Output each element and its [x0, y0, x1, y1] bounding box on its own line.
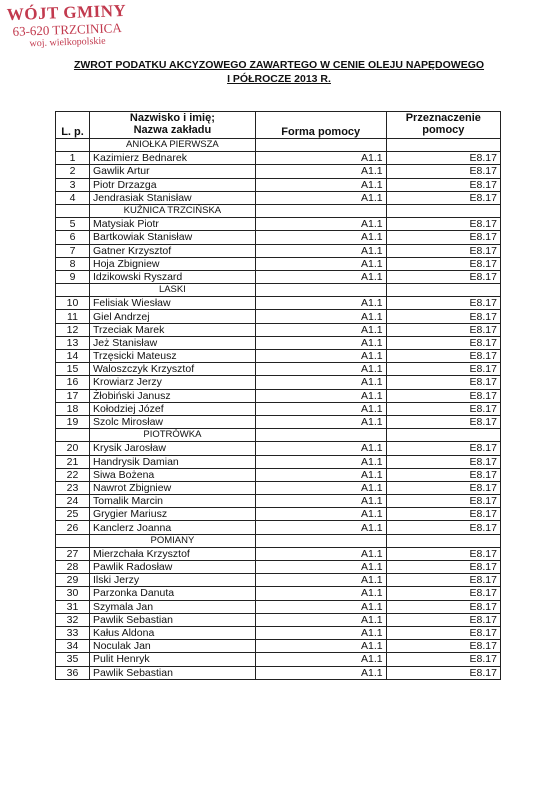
cell-lp: 12: [56, 323, 90, 336]
beneficiaries-table: [55, 111, 501, 680]
cell-name: Krowiarz Jerzy: [89, 376, 255, 389]
cell-lp: 8: [56, 257, 90, 270]
cell-name: Krysik Jarosław: [89, 442, 255, 455]
group-przez-blank: [386, 139, 500, 152]
cell-forma: A1.1: [255, 350, 386, 363]
cell-lp: 19: [56, 415, 90, 428]
cell-forma: A1.1: [255, 257, 386, 270]
table-row: [56, 468, 501, 481]
cell-forma: A1.1: [255, 415, 386, 428]
cell-forma: A1.1: [255, 626, 386, 639]
document-title: ZWROT PODATKU AKCYZOWEGO ZAWARTEGO W CENIE OLEJU NAPĘDOWEGO: [73, 59, 485, 71]
cell-forma: A1.1: [255, 270, 386, 283]
stamp-line-3: woj. wielkopolskie: [29, 35, 106, 50]
cell-name: Grygier Mariusz: [89, 508, 255, 521]
table-row: [56, 152, 501, 165]
cell-forma: A1.1: [255, 442, 386, 455]
cell-name: Trzeciak Marek: [89, 323, 255, 336]
table-row: [56, 231, 501, 244]
cell-przeznaczenie: E8.17: [386, 626, 500, 639]
table-row: [56, 561, 501, 574]
cell-name: Jeż Stanisław: [89, 336, 255, 349]
cell-forma: A1.1: [255, 336, 386, 349]
cell-name: Giel Andrzej: [89, 310, 255, 323]
official-stamp: [3, 2, 130, 50]
cell-lp: 35: [56, 653, 90, 666]
cell-lp: 24: [56, 495, 90, 508]
header-przeznaczenie-line-1: Przeznaczenie: [405, 112, 481, 124]
table-row: [56, 165, 501, 178]
table-row: [56, 521, 501, 534]
group-label: KUŹNICA TRZCIŃSKA: [89, 204, 255, 217]
cell-lp: 18: [56, 402, 90, 415]
table-row: [56, 191, 501, 204]
cell-przeznaczenie: E8.17: [386, 376, 500, 389]
cell-name: Tomalik Marcin: [89, 495, 255, 508]
table-row: [56, 310, 501, 323]
group-row: [56, 429, 501, 442]
cell-forma: A1.1: [255, 521, 386, 534]
group-label: ANIOŁKA PIERWSZA: [89, 139, 255, 152]
table-row: [56, 350, 501, 363]
cell-przeznaczenie: E8.17: [386, 310, 500, 323]
cell-name: Waloszczyk Krzysztof: [89, 363, 255, 376]
cell-przeznaczenie: E8.17: [386, 270, 500, 283]
cell-lp: 2: [56, 165, 90, 178]
cell-lp: 1: [56, 152, 90, 165]
cell-forma: A1.1: [255, 165, 386, 178]
cell-przeznaczenie: E8.17: [386, 547, 500, 560]
cell-przeznaczenie: E8.17: [386, 152, 500, 165]
cell-forma: A1.1: [255, 178, 386, 191]
cell-przeznaczenie: E8.17: [386, 415, 500, 428]
cell-lp: 29: [56, 574, 90, 587]
cell-forma: A1.1: [255, 363, 386, 376]
cell-przeznaczenie: E8.17: [386, 587, 500, 600]
cell-lp: 15: [56, 363, 90, 376]
cell-forma: A1.1: [255, 323, 386, 336]
group-row: [56, 204, 501, 217]
cell-lp: 9: [56, 270, 90, 283]
header-lp: L. p.: [56, 112, 90, 139]
cell-lp: 11: [56, 310, 90, 323]
cell-lp: 10: [56, 297, 90, 310]
cell-przeznaczenie: E8.17: [386, 495, 500, 508]
cell-przeznaczenie: E8.17: [386, 389, 500, 402]
cell-przeznaczenie: E8.17: [386, 508, 500, 521]
header-przeznaczenie: [386, 112, 500, 139]
group-label: POMIANY: [89, 534, 255, 547]
cell-przeznaczenie: E8.17: [386, 574, 500, 587]
group-przez-blank: [386, 204, 500, 217]
cell-lp: 34: [56, 640, 90, 653]
cell-lp: 20: [56, 442, 90, 455]
cell-przeznaczenie: E8.17: [386, 402, 500, 415]
cell-przeznaczenie: E8.17: [386, 481, 500, 494]
group-lp-blank: [56, 139, 90, 152]
table-row: [56, 363, 501, 376]
cell-forma: A1.1: [255, 495, 386, 508]
cell-name: Piotr Drzazga: [89, 178, 255, 191]
cell-przeznaczenie: E8.17: [386, 613, 500, 626]
cell-lp: 27: [56, 547, 90, 560]
cell-lp: 25: [56, 508, 90, 521]
header-forma: Forma pomocy: [255, 112, 386, 139]
table-row: [56, 376, 501, 389]
cell-przeznaczenie: E8.17: [386, 468, 500, 481]
cell-forma: A1.1: [255, 468, 386, 481]
cell-lp: 7: [56, 244, 90, 257]
cell-name: Matysiak Piotr: [89, 218, 255, 231]
header-name-line-2: Nazwa zakładu: [133, 124, 212, 136]
table-row: [56, 613, 501, 626]
cell-name: Bartkowiak Stanisław: [89, 231, 255, 244]
group-forma-blank: [255, 284, 386, 297]
header-name-line-1: Nazwisko i imię;: [129, 112, 215, 124]
cell-forma: A1.1: [255, 244, 386, 257]
cell-forma: A1.1: [255, 310, 386, 323]
cell-forma: A1.1: [255, 561, 386, 574]
cell-forma: A1.1: [255, 481, 386, 494]
table-row: [56, 600, 501, 613]
cell-forma: A1.1: [255, 231, 386, 244]
cell-przeznaczenie: E8.17: [386, 231, 500, 244]
cell-przeznaczenie: E8.17: [386, 165, 500, 178]
cell-forma: A1.1: [255, 218, 386, 231]
cell-name: Parzonka Danuta: [89, 587, 255, 600]
table-row: [56, 244, 501, 257]
cell-name: Ilski Jerzy: [89, 574, 255, 587]
table-row: [56, 415, 501, 428]
table-row: [56, 574, 501, 587]
cell-lp: 16: [56, 376, 90, 389]
group-forma-blank: [255, 534, 386, 547]
table-row: [56, 323, 501, 336]
cell-lp: 4: [56, 191, 90, 204]
cell-lp: 26: [56, 521, 90, 534]
cell-forma: A1.1: [255, 297, 386, 310]
cell-name: Jendrasiak Stanisław: [89, 191, 255, 204]
group-label: LASKI: [89, 284, 255, 297]
cell-name: Pulit Henryk: [89, 653, 255, 666]
table-row: [56, 508, 501, 521]
cell-forma: A1.1: [255, 547, 386, 560]
cell-przeznaczenie: E8.17: [386, 455, 500, 468]
table-row: [56, 455, 501, 468]
table-row: [56, 389, 501, 402]
cell-lp: 33: [56, 626, 90, 639]
table-row: [56, 402, 501, 415]
table-row: [56, 336, 501, 349]
cell-lp: 5: [56, 218, 90, 231]
header-przeznaczenie-line-2: pomocy: [422, 124, 465, 136]
cell-name: Kazimierz Bednarek: [89, 152, 255, 165]
cell-name: Pawlik Sebastian: [89, 666, 255, 679]
cell-name: Kanclerz Joanna: [89, 521, 255, 534]
cell-przeznaczenie: E8.17: [386, 666, 500, 679]
group-przez-blank: [386, 284, 500, 297]
cell-name: Gatner Krzysztof: [89, 244, 255, 257]
cell-name: Pawlik Sebastian: [89, 613, 255, 626]
cell-lp: 14: [56, 350, 90, 363]
cell-forma: A1.1: [255, 666, 386, 679]
cell-przeznaczenie: E8.17: [386, 178, 500, 191]
group-przez-blank: [386, 429, 500, 442]
cell-przeznaczenie: E8.17: [386, 297, 500, 310]
table-row: [56, 640, 501, 653]
table-row: [56, 481, 501, 494]
group-lp-blank: [56, 534, 90, 547]
cell-name: Szolc Mirosław: [89, 415, 255, 428]
cell-forma: A1.1: [255, 455, 386, 468]
table-row: [56, 178, 501, 191]
group-lp-blank: [56, 429, 90, 442]
cell-name: Trzęsicki Mateusz: [89, 350, 255, 363]
group-row: [56, 534, 501, 547]
table-row: [56, 297, 501, 310]
cell-forma: A1.1: [255, 508, 386, 521]
table-row: [56, 547, 501, 560]
cell-przeznaczenie: E8.17: [386, 363, 500, 376]
table-row: [56, 653, 501, 666]
cell-przeznaczenie: E8.17: [386, 640, 500, 653]
group-row: [56, 139, 501, 152]
cell-przeznaczenie: E8.17: [386, 350, 500, 363]
group-przez-blank: [386, 534, 500, 547]
cell-lp: 21: [56, 455, 90, 468]
cell-forma: A1.1: [255, 600, 386, 613]
cell-przeznaczenie: E8.17: [386, 521, 500, 534]
cell-lp: 30: [56, 587, 90, 600]
cell-lp: 28: [56, 561, 90, 574]
cell-przeznaczenie: E8.17: [386, 600, 500, 613]
cell-forma: A1.1: [255, 376, 386, 389]
table-row: [56, 270, 501, 283]
group-lp-blank: [56, 204, 90, 217]
cell-przeznaczenie: E8.17: [386, 561, 500, 574]
table-row: [56, 666, 501, 679]
cell-lp: 3: [56, 178, 90, 191]
table-row: [56, 218, 501, 231]
cell-przeznaczenie: E8.17: [386, 442, 500, 455]
cell-lp: 36: [56, 666, 90, 679]
table-row: [56, 257, 501, 270]
group-lp-blank: [56, 284, 90, 297]
cell-przeznaczenie: E8.17: [386, 244, 500, 257]
group-row: [56, 284, 501, 297]
table-row: [56, 442, 501, 455]
cell-przeznaczenie: E8.17: [386, 191, 500, 204]
group-forma-blank: [255, 139, 386, 152]
cell-przeznaczenie: E8.17: [386, 336, 500, 349]
cell-przeznaczenie: E8.17: [386, 218, 500, 231]
cell-name: Siwa Bożena: [89, 468, 255, 481]
cell-forma: A1.1: [255, 613, 386, 626]
cell-forma: A1.1: [255, 574, 386, 587]
group-forma-blank: [255, 204, 386, 217]
table-row: [56, 626, 501, 639]
cell-forma: A1.1: [255, 389, 386, 402]
stamp-line-2: 63-620 TRZCINICA: [12, 20, 122, 39]
group-label: PIOTRÓWKA: [89, 429, 255, 442]
document-subtitle: I PÓŁROCZE 2013 R.: [227, 73, 331, 85]
cell-lp: 13: [56, 336, 90, 349]
cell-name: Felisiak Wiesław: [89, 297, 255, 310]
cell-forma: A1.1: [255, 640, 386, 653]
table-row: [56, 495, 501, 508]
cell-name: Kołodziej Józef: [89, 402, 255, 415]
cell-lp: 6: [56, 231, 90, 244]
cell-name: Żłobiński Janusz: [89, 389, 255, 402]
table-header-row: [56, 112, 501, 139]
cell-przeznaczenie: E8.17: [386, 653, 500, 666]
cell-lp: 17: [56, 389, 90, 402]
stamp-line-1: WÓJT GMINY: [6, 0, 127, 25]
table-body: [56, 139, 501, 680]
cell-lp: 32: [56, 613, 90, 626]
cell-forma: A1.1: [255, 152, 386, 165]
cell-forma: A1.1: [255, 587, 386, 600]
cell-name: Nawrot Zbigniew: [89, 481, 255, 494]
cell-lp: 23: [56, 481, 90, 494]
cell-name: Pawlik Radosław: [89, 561, 255, 574]
cell-forma: A1.1: [255, 191, 386, 204]
cell-name: Szymala Jan: [89, 600, 255, 613]
cell-przeznaczenie: E8.17: [386, 257, 500, 270]
cell-name: Mierzchała Krzysztof: [89, 547, 255, 560]
cell-name: Handrysik Damian: [89, 455, 255, 468]
cell-name: Kałus Aldona: [89, 626, 255, 639]
cell-lp: 31: [56, 600, 90, 613]
header-name: [89, 112, 255, 139]
table-row: [56, 587, 501, 600]
cell-forma: A1.1: [255, 402, 386, 415]
cell-name: Gawlik Artur: [89, 165, 255, 178]
cell-lp: 22: [56, 468, 90, 481]
group-forma-blank: [255, 429, 386, 442]
cell-name: Hoja Zbigniew: [89, 257, 255, 270]
cell-forma: A1.1: [255, 653, 386, 666]
cell-przeznaczenie: E8.17: [386, 323, 500, 336]
cell-name: Noculak Jan: [89, 640, 255, 653]
cell-name: Idzikowski Ryszard: [89, 270, 255, 283]
